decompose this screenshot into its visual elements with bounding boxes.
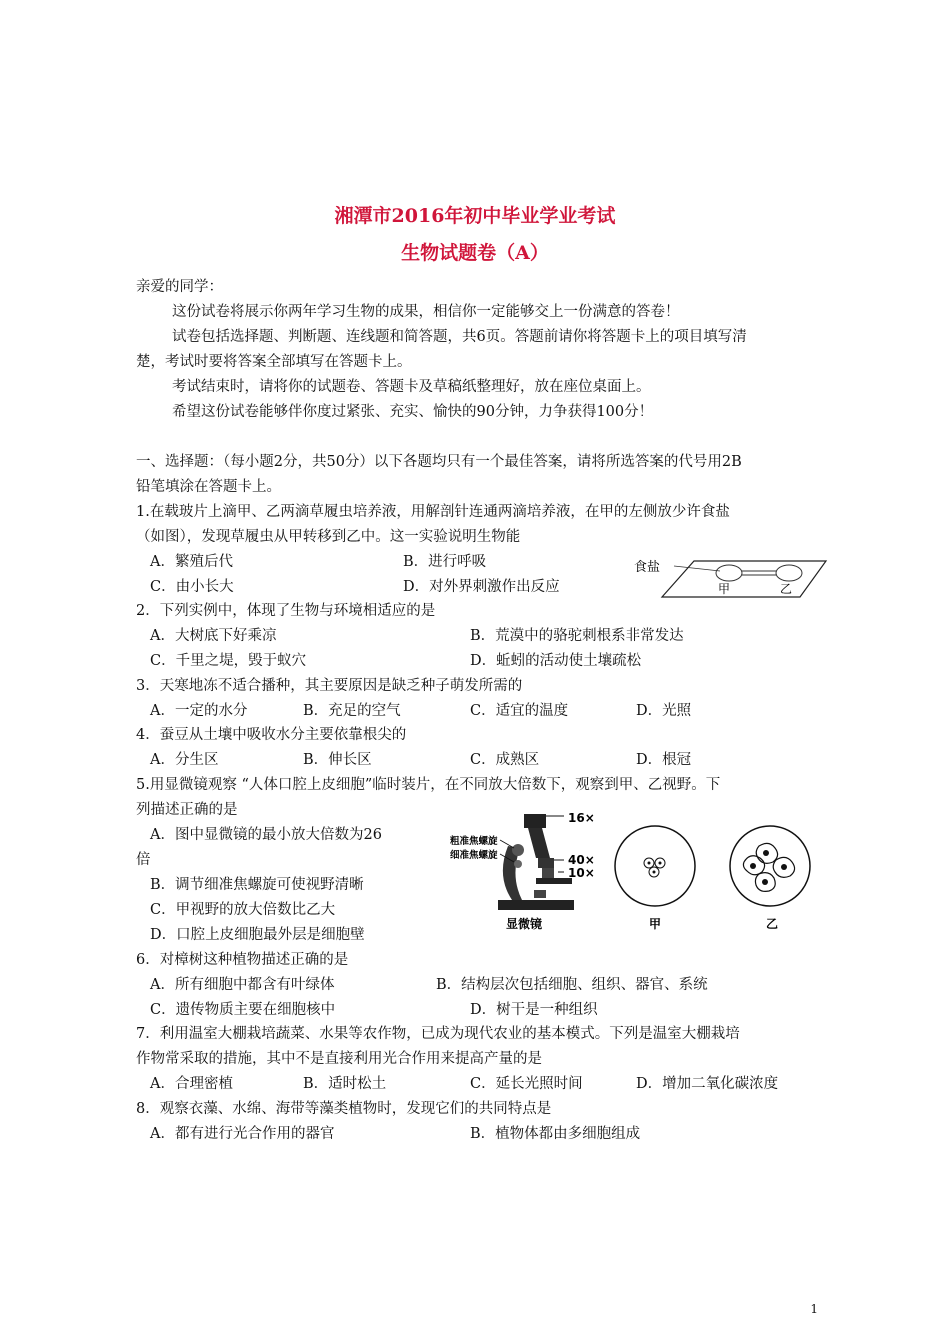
- q2-option-c[interactable]: C．千里之堤，毁于蚁穴: [150, 653, 307, 669]
- q3-option-c[interactable]: C．适宜的温度: [470, 703, 569, 719]
- q2-option-b[interactable]: B．荒漠中的骆驼刺根系非常发达: [470, 628, 684, 644]
- field-jia-label: 甲: [649, 917, 662, 931]
- drop-yi-label: 乙: [780, 582, 793, 596]
- page-number: 1: [810, 1302, 818, 1316]
- exam-title: 湘潭市2016年初中毕业学业考试: [334, 205, 616, 227]
- question-7-stem: 作物常采取的措施，其中不是直接利用光合作用来提高产量的是: [136, 1051, 542, 1067]
- intro-line: 希望这份试卷能够伴你度过紧张、充实、愉快的90分钟，力争获得100分！: [172, 404, 654, 420]
- eyepiece-label: 16×: [568, 811, 595, 825]
- question-5-stem: 5.用显微镜观察 “人体口腔上皮细胞”临时装片，在不同放大倍数下，观察到甲、乙视野。下: [136, 777, 721, 793]
- q1-option-d[interactable]: D．对外界刺激作出反应: [403, 579, 560, 595]
- q6-option-b[interactable]: B．结构层次包括细胞、组织、器官、系统: [436, 977, 708, 993]
- q7-option-b[interactable]: B．适时松土: [303, 1076, 387, 1092]
- q5-option-a[interactable]: A．图中显微镜的最小放大倍数为26: [150, 827, 382, 843]
- field-yi: [730, 826, 810, 906]
- q5-option-d[interactable]: D．口腔上皮细胞最外层是细胞壁: [150, 927, 365, 943]
- q8-option-a[interactable]: A．都有进行光合作用的器官: [150, 1126, 335, 1142]
- question-7-stem: 7．利用温室大棚栽培蔬菜、水果等农作物，已成为现代农业的基本模式。下列是温室大棚栽培: [136, 1026, 740, 1042]
- question-5-stem: 列描述正确的是: [136, 802, 238, 818]
- q7-option-d[interactable]: D．增加二氧化碳浓度: [636, 1076, 779, 1092]
- q2-option-a[interactable]: A．大树底下好乘凉: [150, 628, 277, 644]
- q3-option-a[interactable]: A．一定的水分: [150, 703, 248, 719]
- microscope-caption: 显微镜: [506, 917, 543, 931]
- question-8-stem: 8．观察衣藻、水绵、海带等藻类植物时，发现它们的共同特点是: [136, 1101, 552, 1117]
- q6-option-d[interactable]: D．树干是一种组织: [470, 1002, 598, 1018]
- q1-option-a[interactable]: A．繁殖后代: [150, 554, 233, 570]
- greeting: 亲爱的同学：: [136, 279, 223, 295]
- q4-option-a[interactable]: A．分生区: [150, 752, 219, 768]
- q6-option-c[interactable]: C．遗传物质主要在细胞核中: [150, 1002, 336, 1018]
- q2-option-d[interactable]: D．蚯蚓的活动使土壤疏松: [470, 653, 642, 669]
- field-jia: [615, 826, 695, 906]
- objective-10-label: 10×: [568, 866, 595, 880]
- q5-option-b[interactable]: B．调节细准焦螺旋可使视野清晰: [150, 877, 364, 893]
- objective-40-label: 40×: [568, 853, 595, 867]
- drop-jia-label: 甲: [718, 582, 731, 596]
- salt-label: 食盐: [634, 560, 661, 575]
- q3-option-d[interactable]: D．光照: [636, 703, 692, 719]
- q6-option-a[interactable]: A．所有细胞中都含有叶绿体: [150, 977, 335, 993]
- q4-option-d[interactable]: D．根冠: [636, 752, 692, 768]
- intro-line: 这份试卷将展示你两年学习生物的成果，相信你一定能够交上一份满意的答卷！: [172, 304, 680, 320]
- fine-focus-label: 细准焦螺旋: [450, 850, 498, 861]
- question-1-stem: 1.在载玻片上滴甲、乙两滴草履虫培养液，用解剖针连通两滴培养液，在甲的左侧放少许食盐: [136, 504, 730, 520]
- q4-option-c[interactable]: C．成熟区: [470, 752, 540, 768]
- section-heading: 一、选择题：（每小题2分，共50分）以下各题均只有一个最佳答案，请将所选答案的代号用2B: [136, 454, 742, 470]
- q5-option-a-cont[interactable]: 倍: [136, 852, 151, 868]
- exam-subtitle: 生物试题卷（A）: [401, 242, 549, 264]
- q3-option-b[interactable]: B．充足的空气: [303, 703, 401, 719]
- slide-figure: [634, 551, 830, 601]
- q5-option-c[interactable]: C．甲视野的放大倍数比乙大: [150, 902, 336, 918]
- intro-line: 考试结束时，请将你的试题卷、答题卡及草稿纸整理好，放在座位桌面上。: [172, 379, 651, 395]
- question-6-stem: 6．对樟树这种植物描述正确的是: [136, 952, 349, 968]
- coarse-focus-label: 粗准焦螺旋: [450, 836, 498, 847]
- question-2-stem: 2．下列实例中，体现了生物与环境相适应的是: [136, 603, 436, 619]
- q8-option-b[interactable]: B．植物体都由多细胞组成: [470, 1126, 641, 1142]
- field-yi-label: 乙: [766, 917, 779, 931]
- microscope-figure: [448, 806, 838, 936]
- q1-option-c[interactable]: C．由小长大: [150, 579, 234, 595]
- intro-line: 楚，考试时要将答案全部填写在答题卡上。: [136, 354, 412, 370]
- question-4-stem: 4．蚕豆从土壤中吸收水分主要依靠根尖的: [136, 727, 407, 743]
- q1-option-b[interactable]: B．进行呼吸: [403, 554, 487, 570]
- q7-option-a[interactable]: A．合理密植: [150, 1076, 233, 1092]
- microscope-icon: [498, 814, 574, 910]
- question-1-stem: （如图），发现草履虫从甲转移到乙中。这一实验说明生物能: [136, 529, 521, 545]
- question-3-stem: 3．天寒地冻不适合播种，其主要原因是缺乏种子萌发所需的: [136, 678, 523, 694]
- q4-option-b[interactable]: B．伸长区: [303, 752, 372, 768]
- intro-line: 试卷包括选择题、判断题、连线题和简答题，共6页。答题前请你将答题卡上的项目填写清: [172, 329, 747, 345]
- section-heading: 铅笔填涂在答题卡上。: [136, 479, 281, 495]
- q7-option-c[interactable]: C．延长光照时间: [470, 1076, 583, 1092]
